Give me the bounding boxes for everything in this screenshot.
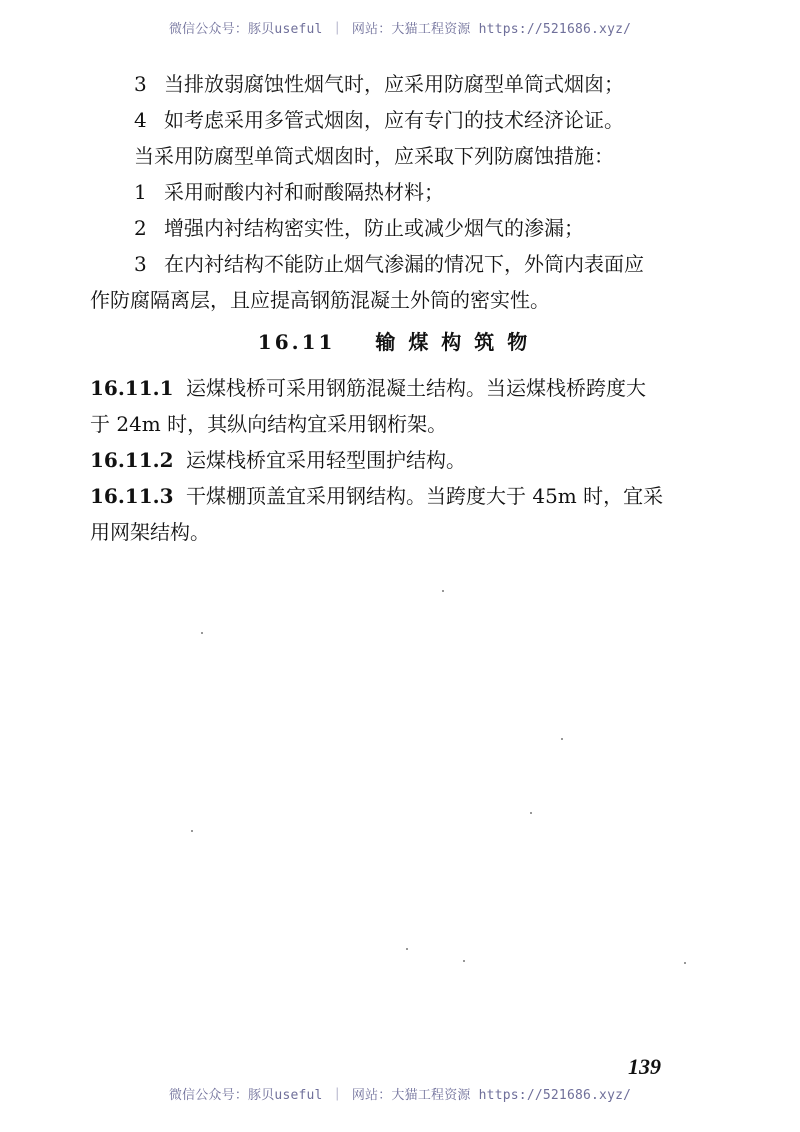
scan-speck: [463, 960, 465, 962]
page-content: [90, 66, 698, 550]
clause-text: 运煤栈桥可采用钢筋混凝土结构。当运煤栈桥跨度大: [186, 376, 646, 400]
clause: [90, 442, 698, 478]
list-item: [90, 66, 698, 102]
section-title: 输 煤 构 筑 物: [375, 330, 531, 354]
clause-text: 运煤栈桥宜采用轻型围护结构。: [186, 448, 466, 472]
list-item: [90, 102, 698, 138]
clause-text: 干煤棚顶盖宜采用钢结构。当跨度大于 45m 时，宜采: [186, 484, 664, 508]
item-text: 如考虑采用多管式烟囱，应有专门的技术经济论证。: [164, 108, 624, 132]
item-text: 增强内衬结构密实性，防止或减少烟气的渗漏；: [164, 216, 584, 240]
scan-speck: [530, 812, 532, 814]
scan-speck: [191, 830, 193, 832]
list-item-continuation: 作防腐隔离层，且应提高钢筋混凝土外筒的密实性。: [90, 288, 550, 312]
item-number: 3: [134, 252, 147, 276]
item-number: 2: [134, 216, 147, 240]
scan-speck: [442, 590, 444, 592]
watermark-bottom: 微信公众号：豚贝useful ｜ 网站：大猫工程资源 https://521686.xyz/: [168, 1088, 632, 1103]
clause-number: 16.11.1: [90, 376, 174, 400]
scan-speck: [406, 948, 408, 950]
scan-speck: [684, 962, 686, 964]
clause-number: 16.11.3: [90, 484, 174, 508]
clause: [90, 370, 698, 406]
clause-continuation: 用网架结构。: [90, 520, 210, 544]
clause-number: 16.11.2: [90, 448, 174, 472]
item-number: 4: [134, 108, 147, 132]
list-item: [90, 246, 698, 282]
item-number: 1: [134, 180, 147, 204]
item-number: 3: [134, 72, 147, 96]
list-item: [90, 174, 698, 210]
item-text: 当排放弱腐蚀性烟气时，应采用防腐型单筒式烟囱；: [164, 72, 624, 96]
page-number: 139: [628, 1054, 661, 1079]
item-text: 在内衬结构不能防止烟气渗漏的情况下，外筒内表面应: [164, 252, 644, 276]
section-number: 16.11: [257, 330, 336, 354]
clause-continuation: 于 24m 时，其纵向结构宜采用钢桁架。: [90, 412, 448, 436]
scan-speck: [561, 738, 563, 740]
clause: [90, 478, 698, 514]
watermark-top: 微信公众号：豚贝useful ｜ 网站：大猫工程资源 https://521686.xyz/: [168, 22, 632, 37]
section-heading: [90, 324, 698, 360]
intro-paragraph: 当采用防腐型单筒式烟囱时，应采取下列防腐蚀措施：: [134, 144, 614, 168]
list-item: [90, 210, 698, 246]
scan-speck: [201, 632, 203, 634]
item-text: 采用耐酸内衬和耐酸隔热材料；: [164, 180, 444, 204]
